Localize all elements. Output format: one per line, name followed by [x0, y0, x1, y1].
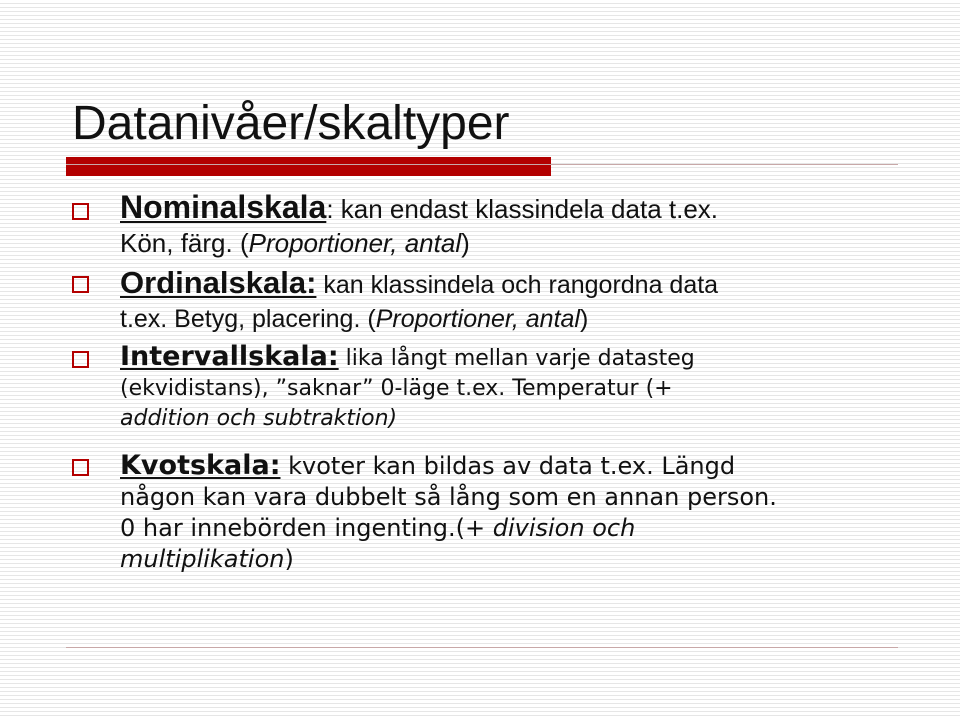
item-text-italic: Proportioner, antal — [375, 305, 580, 333]
square-bullet-icon — [72, 203, 89, 220]
item-text — [120, 190, 910, 260]
item-text-segment: t.ex. Betyg, placering. ( — [120, 305, 376, 333]
item-line — [120, 226, 910, 260]
slide-title: Datanivåer/skaltyper — [72, 97, 510, 150]
item-text-segment: ) — [579, 305, 589, 333]
item-line — [120, 450, 910, 482]
item-text — [120, 266, 910, 336]
item-text-segment: Kön, färg. ( — [120, 228, 249, 258]
item-line — [120, 544, 910, 575]
square-bullet-icon — [72, 351, 89, 368]
item-description: kan endast klassindela data t.ex. — [333, 194, 719, 224]
item-text — [120, 342, 910, 434]
item-term-suffix: : — [326, 194, 334, 224]
item-text-segment: 0 har innebörden ingenting.(+ — [120, 514, 493, 542]
item-text-italic: multiplikation — [120, 545, 285, 573]
item-line: addition och subtraktion) — [120, 406, 398, 431]
item-text-segment: ) — [461, 228, 470, 258]
title-divider — [66, 164, 898, 165]
item-term: Nominalskala — [120, 189, 327, 225]
item-line: (ekvidistans), ”saknar” 0-läge t.ex. Temperatur (+ — [120, 376, 673, 401]
item-description: kan klassindela och rangordna data — [316, 271, 719, 299]
item-line — [120, 302, 910, 336]
item-text-italic: Proportioner, antal — [248, 228, 462, 258]
item-line: någon kan vara dubbelt så lång som en annan person. — [120, 483, 777, 511]
item-term: Kvotskala: — [120, 450, 281, 481]
item-text-italic: division och — [492, 514, 636, 542]
item-term: Ordinalskala: — [120, 265, 317, 300]
item-text — [120, 450, 910, 575]
footer-divider — [66, 647, 898, 648]
item-description: lika långt mellan varje datasteg — [338, 346, 695, 371]
title-accent-bar — [66, 157, 551, 176]
item-line — [120, 266, 910, 302]
item-line — [120, 342, 910, 374]
square-bullet-icon — [72, 276, 89, 293]
square-bullet-icon — [72, 459, 89, 476]
item-text-segment: ) — [284, 545, 294, 573]
item-term: Intervallskala: — [120, 341, 339, 372]
item-description: kvoter kan bildas av data t.ex. Längd — [280, 452, 736, 480]
item-line — [120, 190, 910, 226]
item-line — [120, 513, 910, 544]
